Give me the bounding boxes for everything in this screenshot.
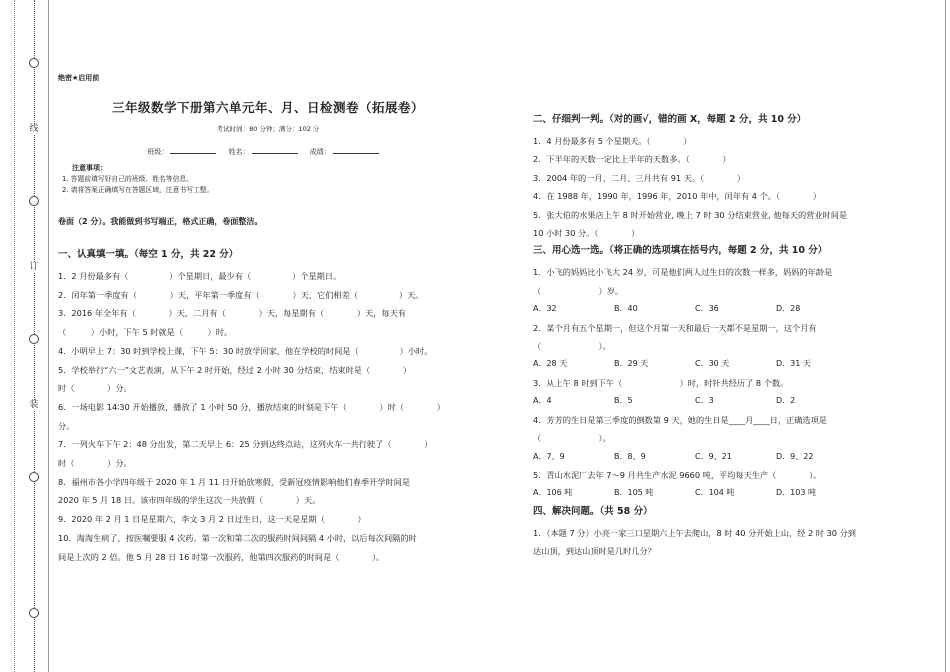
- choice-line: （ ）岁。: [533, 285, 624, 296]
- question-line: 4．小明早上 7：30 时到学校上课，下午 5：30 时放学回家，他在学校的时间是（ ）小时。: [58, 345, 433, 356]
- question-line: 5．学校举行“六一”文艺表演，从下午 2 时开始，经过 2 小时 30 分结束，结束时是（ ）: [58, 364, 412, 375]
- option-b[interactable]: B．8、9: [614, 451, 646, 461]
- question-line: 9．2020 年 2 月 1 日是星期六，李文 3 月 2 日过生日，这一天是星期（ ）: [58, 514, 366, 525]
- option-c[interactable]: C．104 吨: [695, 488, 735, 498]
- question-line: 时（ ）分。: [58, 458, 132, 469]
- question-line: 间是上次的 2 倍。他 5 月 28 日 16 时第一次服药，他第四次服药的时间是（ ）。: [58, 551, 385, 562]
- judge-line: 2．下半年的天数一定比上半年的天数多。（ ）: [533, 154, 731, 165]
- section1-heading: 一、认真填一填。（每空 1 分，共 22 分）: [58, 249, 239, 260]
- binding-hole: [29, 472, 39, 482]
- choice-options: [533, 484, 893, 502]
- option-d[interactable]: D．103 吨: [776, 488, 816, 498]
- score-label: 成绩：: [309, 148, 331, 156]
- option-c[interactable]: C．30 天: [695, 359, 730, 369]
- binding-char-line: 线: [27, 124, 41, 134]
- option-b[interactable]: B．40: [614, 304, 638, 314]
- option-d[interactable]: D．31 天: [776, 359, 811, 369]
- binding-hole: [29, 58, 39, 68]
- option-d[interactable]: D．9、22: [776, 451, 814, 461]
- choice-options: [533, 355, 893, 373]
- binding-char-order: 订: [27, 262, 41, 272]
- option-b[interactable]: B．5: [614, 396, 633, 406]
- score-blank[interactable]: [333, 153, 379, 154]
- judge-line: 4．在 1988 年，1990 年，1996 年，2010 年中，闰年有 4 个。（ ）: [533, 191, 822, 202]
- secret-mark: 绝密★启用前: [58, 74, 100, 82]
- choice-line: 4．芳芳的生日是第三季度的倒数第 9 天，她的生日是____月____日，正确选项是: [533, 414, 827, 425]
- option-b[interactable]: B．105 吨: [614, 488, 654, 498]
- exam-meta: 考试时间：80 分钟；满分：102 分: [216, 125, 320, 133]
- choice-options: [533, 448, 893, 466]
- question-line: 8．福州市各小学四年级于 2020 年 1 月 11 日开始放寒假，受新冠疫情影响他们春季开学时间是: [58, 476, 411, 487]
- choice-line: 5．青山水泥厂去年 7～9 月共生产水泥 9660 吨，平均每天生产（ ）。: [533, 469, 822, 480]
- choice-line: 1．小飞的妈妈比小飞大 24 岁，可是他们两人过生日的次数一样多，妈妈的年龄是: [533, 267, 833, 278]
- option-a[interactable]: A．28 天: [533, 359, 568, 369]
- notes-heading: 注意事项：: [72, 164, 107, 172]
- student-fields: [58, 146, 478, 159]
- question-line: 2．闰年第一季度有（ ）天，平年第一季度有（ ）天，它们相差（ ）天。: [58, 289, 424, 300]
- problem-line: 1．（本题 7 分）小亮一家三口星期六上午去爬山，8 时 40 分开始上山，经 2 时 30 分到: [533, 527, 856, 538]
- question-line: 时（ ）分。: [58, 383, 132, 394]
- judge-line: 3．2004 年的一月、二月、三月共有 91 天。（ ）: [533, 172, 746, 183]
- section4-heading: 四、解决问题。（共 58 分）: [533, 505, 653, 517]
- option-c[interactable]: C．9、21: [695, 451, 732, 461]
- section3-heading: 三、用心选一选。（将正确的选项填在括号内，每题 2 分，共 10 分）: [533, 245, 828, 257]
- option-c[interactable]: C．3: [695, 396, 714, 406]
- judge-line: 10 小时 30 分。（ ）: [533, 228, 640, 239]
- option-c[interactable]: C．36: [695, 304, 719, 314]
- choice-options: [533, 300, 893, 318]
- option-a[interactable]: A．106 吨: [533, 488, 573, 498]
- binding-outer-line: [14, 0, 15, 672]
- left-column: [58, 72, 478, 566]
- choice-line: 2．某个月有五个星期一，但这个月第一天和最后一天都不是星期一，这个月有: [533, 322, 817, 333]
- question-line: 3．2016 年全年有（ ）天，二月有（ ）天，每星期有（ ）天，每天有: [58, 308, 406, 319]
- class-blank[interactable]: [170, 153, 216, 154]
- question-line: 2020 年 5 月 18 日。该市四年级的学生这次一共放假（ ）天。: [58, 495, 321, 506]
- problem-line: 达山顶，到达山顶时是几时几分？: [533, 546, 656, 557]
- section2-heading: 二、仔细判一判。（对的画√，错的画 X，每题 2 分，共 10 分）: [533, 114, 807, 125]
- option-a[interactable]: A．7、9: [533, 451, 565, 461]
- choice-options: [533, 392, 893, 410]
- question-line: （ ）小时，下午 5 时就是（ ）时。: [58, 327, 233, 338]
- binding-hole: [29, 608, 39, 618]
- question-line: 6．一场电影 14∶30 开始播放，播放了 1 小时 50 分，播放结束的时刻是下午（ ）时（ ）: [58, 401, 445, 412]
- name-label: 姓名：: [228, 148, 250, 156]
- choice-line: （ ）。: [533, 341, 611, 352]
- choice-line: 3．从上午 8 时到下午（ ）时，时针共经历了 8 个数。: [533, 377, 789, 388]
- binding-margin: [0, 0, 48, 672]
- option-d[interactable]: D．2: [776, 396, 796, 406]
- option-a[interactable]: A．32: [533, 304, 557, 314]
- name-blank[interactable]: [252, 153, 298, 154]
- binding-char-pack: 装: [27, 400, 41, 410]
- neatness-line: 卷面（2 分）。我能做到书写端正，格式正确，卷面整洁。: [58, 217, 263, 226]
- judge-line: 5．张大伯的水果店上午 8 时开始营业, 晚上 7 时 30 分结束营业, 他每天的营业时间是: [533, 209, 848, 220]
- question-line: 10．淘淘生病了，按医嘱要服 4 次药。第一次和第二次的服药时间间隔 4 小时，以后每次间隔的时: [58, 532, 417, 543]
- option-d[interactable]: D．28: [776, 304, 801, 314]
- note-item: 1. 答题前填写好自己的班级、姓名等信息。: [62, 175, 193, 183]
- left-border: [48, 0, 49, 672]
- note-item: 2. 请将答案正确填写在答题区域，注意书写工整。: [62, 186, 214, 194]
- right-border: [945, 0, 946, 672]
- choice-line: （ ）。: [533, 433, 611, 444]
- question-line: 分。: [58, 420, 75, 431]
- option-a[interactable]: A．4: [533, 396, 552, 406]
- question-line: 1．2 月份最多有（ ）个星期日，最少有（ ）个星期日。: [58, 271, 342, 281]
- option-b[interactable]: B．29 天: [614, 359, 649, 369]
- binding-hole: [29, 334, 39, 344]
- question-line: 7．一列火车下午 2：48 分出发，第二天早上 6：25 分到达终点站，这列火车一共行驶了（ ）: [58, 439, 433, 450]
- judge-line: 1．4 月份最多有 5 个星期天。（ ）: [533, 136, 692, 146]
- binding-hole: [29, 196, 39, 206]
- exam-title: 三年级数学下册第六单元年、月、日检测卷（拓展卷）: [111, 100, 424, 115]
- right-column: [533, 113, 893, 561]
- class-label: 班级：: [147, 148, 169, 156]
